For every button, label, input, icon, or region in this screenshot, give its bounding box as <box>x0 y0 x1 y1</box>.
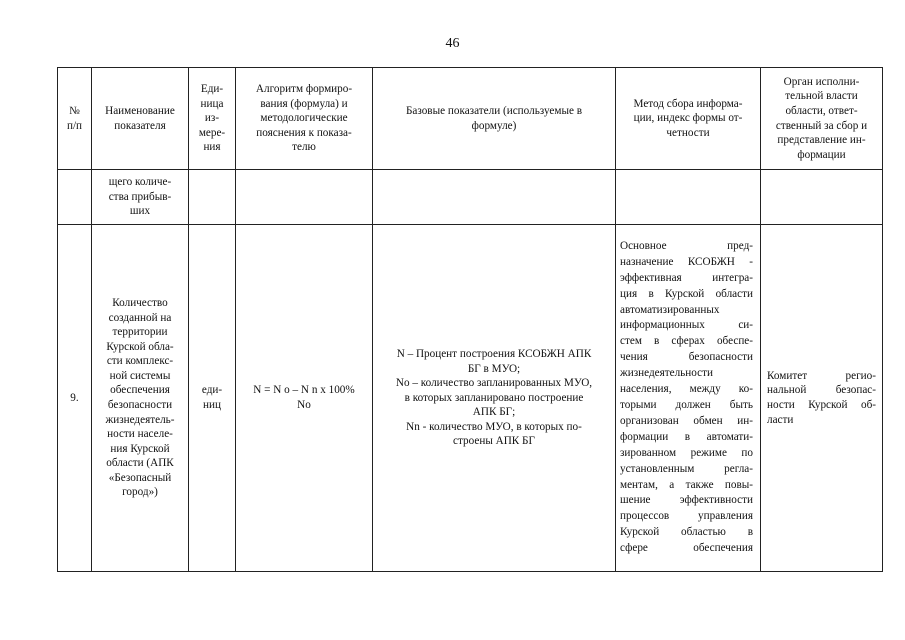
header-row <box>58 68 883 170</box>
cont-method <box>616 170 761 225</box>
row-name: Количество созданной на территории Курской обла- сти комплекс- ной системы обеспечения безопасности жизнедеятель- ности населе- ния Курской области (АПК «Безопасный город») <box>92 225 189 572</box>
row-organ: Комитет регио-нальной безопас-ности Курской об-ласти <box>761 225 883 572</box>
page-number: 46 <box>445 36 460 51</box>
header-base: Базовые показатели (используемые в формуле) <box>373 68 616 170</box>
cont-algorithm <box>236 170 373 225</box>
row-unit: еди- ниц <box>189 225 236 572</box>
cont-organ <box>761 170 883 225</box>
header-method: Метод сбора информа- ции, индекс формы от- четности <box>616 68 761 170</box>
header-num: № п/п <box>58 68 92 170</box>
indicators-table <box>57 67 883 572</box>
formula-denominator: No <box>297 399 311 411</box>
table-row <box>58 170 883 225</box>
cont-num <box>58 170 92 225</box>
row-num: 9. <box>58 225 92 572</box>
table-row <box>58 225 883 572</box>
header-organ: Орган исполни- тельной власти области, ответ- ственный за сбор и представление ин- формации <box>761 68 883 170</box>
row-method: Основное пред- назначение КСОБЖН - эффективная интегра- ция в Курской области автоматизированных информационных си- стем в сферах обеспе- чения безопасности жизнедеятельности населения, между ко- торыми должен быть организован обмен ин- формации в автомати- зированном режиме по установленным регла- ментам, а также повы- шение эффективности процессов управления Курской областью в сфере обеспечения <box>616 225 761 572</box>
row-formula <box>236 225 373 572</box>
formula-line: N = N o – N n x 100% <box>253 384 355 397</box>
cont-unit <box>189 170 236 225</box>
header-unit: Еди- ница из- мере- ния <box>189 68 236 170</box>
row-base: N – Процент построения КСОБЖН АПК БГ в МУО; No – количество запланированных МУО, в которых запланировано построение АПК БГ; Nn - количество МУО, в которых по- строены АПК БГ <box>373 225 616 572</box>
header-name: Наименование показателя <box>92 68 189 170</box>
cont-name: щего количе- ства прибыв- ших <box>92 170 189 225</box>
header-algorithm: Алгоритм формиро- вания (формула) и методологические пояснения к показа- телю <box>236 68 373 170</box>
cont-base <box>373 170 616 225</box>
